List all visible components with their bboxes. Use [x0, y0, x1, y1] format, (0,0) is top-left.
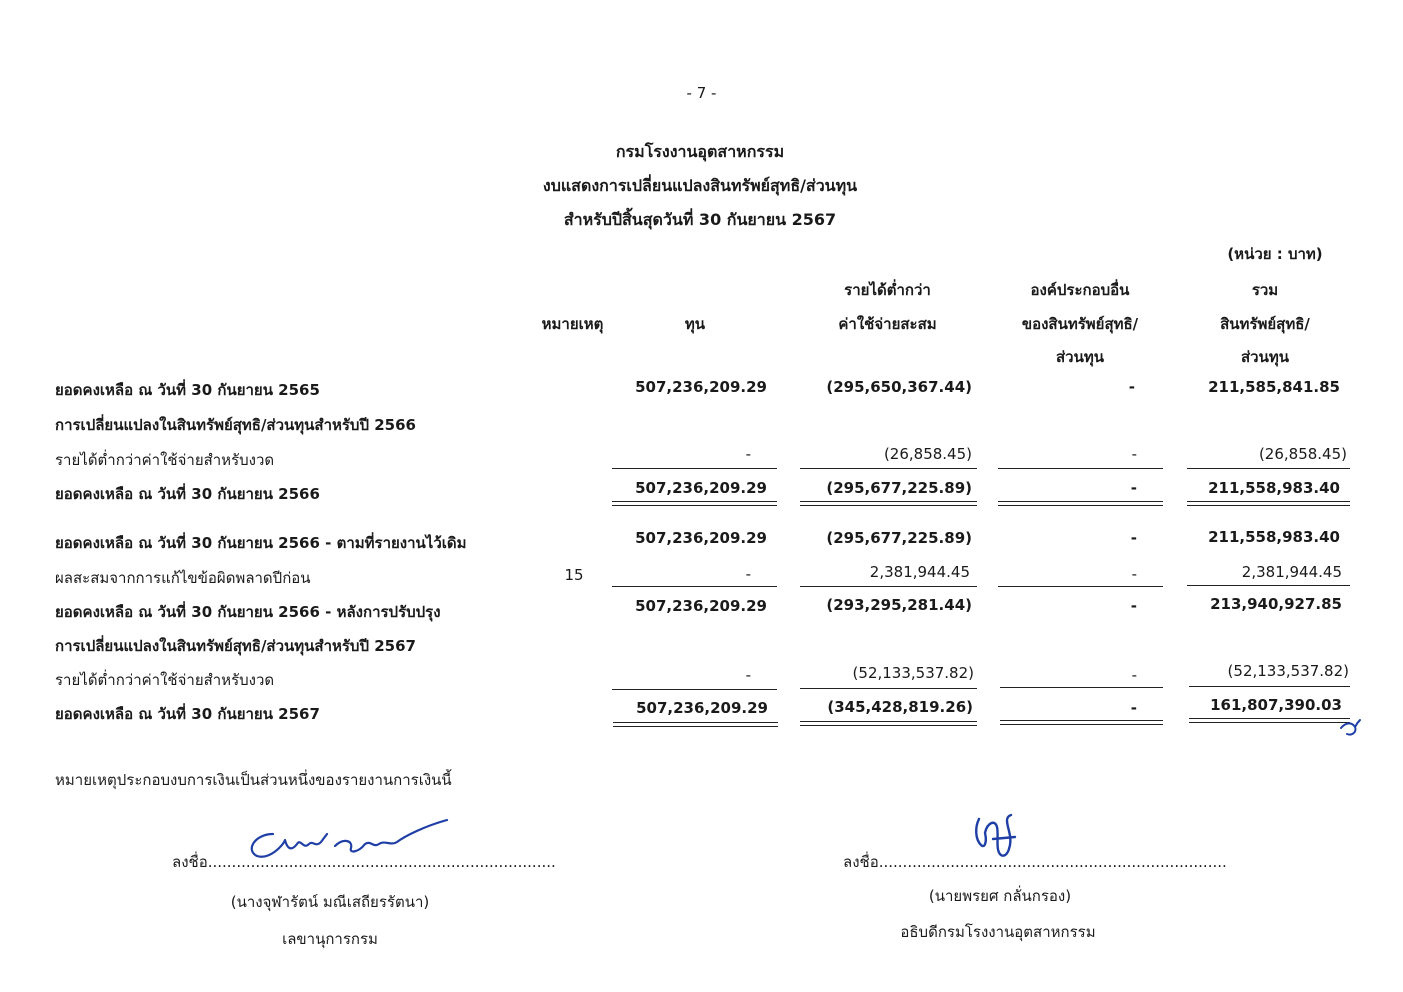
header-other-line1: องค์ประกอบอื่น	[1030, 281, 1130, 299]
total-double-line	[800, 501, 977, 502]
row-total: (26,858.45)	[1258, 445, 1347, 463]
row-other: -	[1130, 699, 1137, 717]
section-heading: การเปลี่ยนแปลงในสินทรัพย์สุทธิ/ส่วนทุนสำหรับปี 2566	[55, 416, 416, 434]
header-deficit-line2: ค่าใช้จ่ายสะสม	[838, 315, 937, 333]
row-other: -	[1131, 565, 1137, 583]
period-title: สำหรับปีสิ้นสุดวันที่ 30 กันยายน 2567	[563, 210, 837, 229]
row-label: ยอดคงเหลือ ณ วันที่ 30 กันยายน 2565	[55, 381, 320, 399]
subtotal-line	[612, 468, 777, 469]
header-note: หมายเหตุ	[541, 315, 604, 333]
signer-position-2: อธิบดีกรมโรงงานอุตสาหกรรม	[900, 923, 1096, 941]
row-total: (52,133,537.82)	[1227, 662, 1349, 680]
row-total: 211,585,841.85	[1208, 378, 1340, 396]
statement-title: งบแสดงการเปลี่ยนแปลงสินทรัพย์สุทธิ/ส่วนทุน	[542, 176, 858, 195]
subtotal-line	[612, 689, 777, 690]
subtotal-line	[612, 586, 777, 587]
section-heading: การเปลี่ยนแปลงในสินทรัพย์สุทธิ/ส่วนทุนสำหรับปี 2567	[55, 637, 416, 655]
total-double-line	[612, 501, 777, 502]
row-label: ยอดคงเหลือ ณ วันที่ 30 กันยายน 2566	[55, 485, 320, 503]
row-deficit: (295,650,367.44)	[826, 378, 972, 396]
header-deficit-line1: รายได้ต่ำกว่า	[844, 281, 931, 299]
header-total-line1: รวม	[1251, 281, 1279, 299]
row-label: ยอดคงเหลือ ณ วันที่ 30 กันยายน 2566 - ตามที่รายงานไว้เดิม	[55, 534, 467, 552]
row-note-ref: 15	[564, 566, 584, 584]
signer-name-2: (นายพรยศ กลั่นกรอง)	[928, 887, 1072, 905]
row-capital: 507,236,209.29	[635, 378, 767, 396]
signer-name-1: (นางจุฬารัตน์ มณีเสถียรรัตนา)	[230, 893, 430, 911]
row-deficit: 2,381,944.45	[869, 563, 970, 581]
row-total: 211,558,983.40	[1208, 479, 1340, 497]
total-double-line	[1000, 720, 1163, 721]
row-deficit: (295,677,225.89)	[826, 479, 972, 497]
footnote: หมายเหตุประกอบงบการเงินเป็นส่วนหนึ่งของรายงานการเงินนี้	[55, 771, 452, 789]
row-label: ยอดคงเหลือ ณ วันที่ 30 กันยายน 2566 - หลังการปรับปรุง	[55, 603, 441, 621]
total-double-line	[1189, 718, 1350, 719]
row-other: -	[1130, 479, 1137, 497]
row-deficit: (295,677,225.89)	[826, 529, 972, 547]
row-label: รายได้ต่ำกว่าค่าใช้จ่ายสำหรับงวด	[55, 671, 275, 689]
row-deficit: (293,295,281.44)	[826, 596, 972, 614]
total-double-line	[1187, 505, 1350, 506]
row-capital: -	[745, 445, 751, 463]
total-double-line	[613, 722, 778, 723]
org-title: กรมโรงงานอุตสาหกรรม	[615, 142, 785, 161]
row-total: 161,807,390.03	[1210, 696, 1342, 714]
total-double-line	[1187, 501, 1350, 502]
subtotal-line	[1000, 687, 1163, 688]
total-double-line	[1189, 722, 1350, 723]
total-double-line	[800, 721, 977, 722]
row-label: ยอดคงเหลือ ณ วันที่ 30 กันยายน 2567	[55, 705, 320, 723]
row-other: -	[1131, 445, 1137, 463]
sign-label-1: ลงชื่อ.........................................................................	[172, 853, 556, 871]
subtotal-line	[1187, 468, 1350, 469]
row-other: -	[1130, 597, 1137, 615]
row-deficit: (26,858.45)	[883, 445, 972, 463]
header-other-line3: ส่วนทุน	[1056, 348, 1104, 366]
total-double-line	[998, 505, 1163, 506]
row-capital: -	[745, 666, 751, 684]
subtotal-line	[1189, 686, 1350, 687]
subtotal-line	[1187, 585, 1350, 586]
subtotal-line	[998, 468, 1163, 469]
header-total-line2: สินทรัพย์สุทธิ/	[1220, 315, 1310, 333]
row-other: -	[1131, 666, 1137, 684]
row-capital: 507,236,209.29	[636, 699, 768, 717]
subtotal-line	[998, 586, 1163, 587]
header-total-line3: ส่วนทุน	[1241, 348, 1289, 366]
total-double-line	[800, 725, 977, 726]
row-deficit: (345,428,819.26)	[827, 698, 973, 716]
total-double-line	[998, 501, 1163, 502]
total-double-line	[800, 505, 977, 506]
unit-label: (หน่วย : บาท)	[1227, 245, 1323, 263]
row-capital: -	[745, 565, 751, 583]
total-double-line	[1000, 724, 1163, 725]
total-double-line	[613, 726, 778, 727]
row-other: -	[1128, 378, 1135, 396]
row-capital: 507,236,209.29	[635, 529, 767, 547]
page-number: - 7 -	[686, 84, 717, 102]
row-capital: 507,236,209.29	[635, 479, 767, 497]
header-other-line2: ของสินทรัพย์สุทธิ/	[1021, 315, 1139, 333]
row-label: รายได้ต่ำกว่าค่าใช้จ่ายสำหรับงวด	[55, 451, 275, 469]
row-total: 2,381,944.45	[1241, 563, 1342, 581]
row-total: 211,558,983.40	[1208, 528, 1340, 546]
subtotal-line	[800, 468, 977, 469]
header-capital: ทุน	[684, 315, 706, 333]
total-double-line	[612, 505, 777, 506]
handwritten-initial-mark	[1338, 718, 1362, 740]
subtotal-line	[800, 586, 977, 587]
sign-label-2: ลงชื่อ.........................................................................	[843, 853, 1227, 871]
row-deficit: (52,133,537.82)	[852, 664, 974, 682]
row-capital: 507,236,209.29	[635, 597, 767, 615]
row-label: ผลสะสมจากการแก้ไขข้อผิดพลาดปีก่อน	[55, 569, 311, 587]
subtotal-line	[800, 688, 977, 689]
row-other: -	[1130, 529, 1137, 547]
row-total: 213,940,927.85	[1210, 595, 1342, 613]
signer-position-1: เลขานุการกรม	[282, 930, 378, 948]
